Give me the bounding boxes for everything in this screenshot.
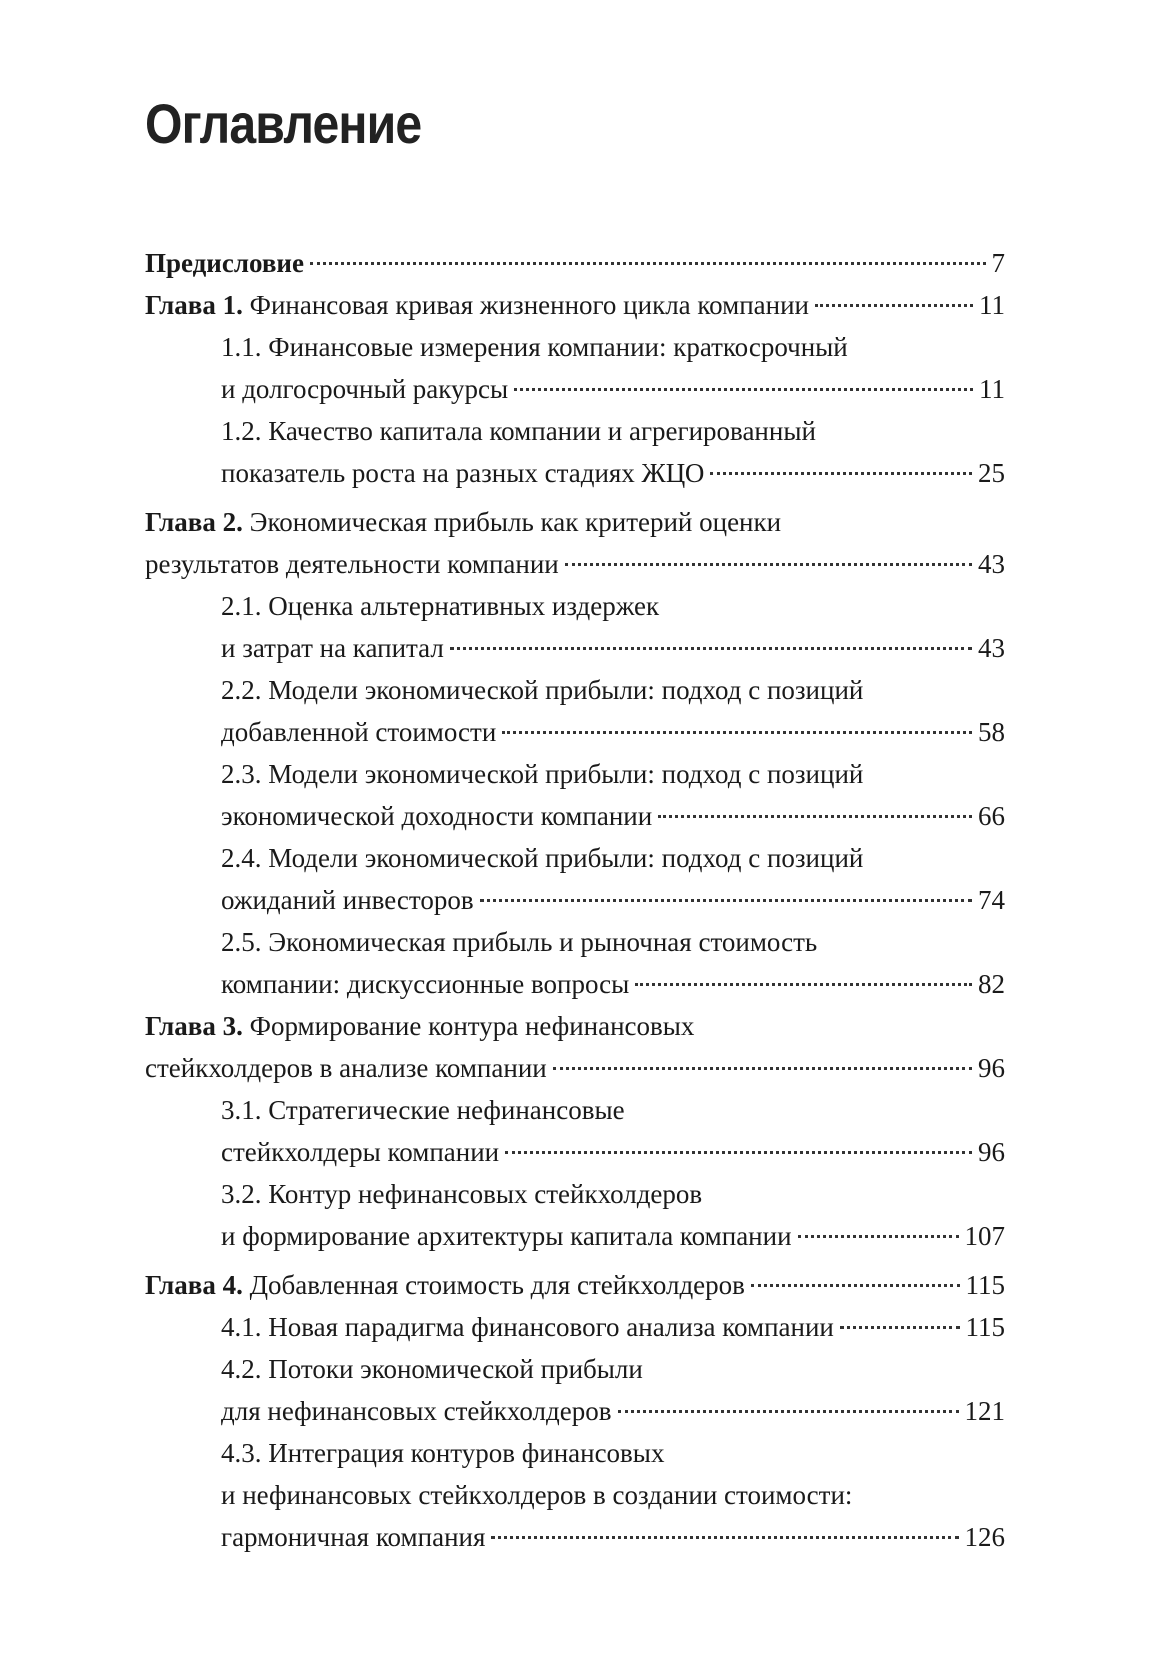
toc-entry-section-2-4[interactable] (145, 837, 1005, 921)
chapter-label: Глава 4. (145, 1270, 243, 1300)
entry-title-line: 2.2. Модели экономической прибыли: подход с позиций (221, 675, 864, 705)
page-number: 96 (978, 1137, 1005, 1167)
toc-entry-section-2-5[interactable] (145, 921, 1005, 1005)
entry-title: Предисловие (145, 248, 304, 278)
dot-leader (553, 1067, 972, 1070)
dot-leader (491, 1536, 958, 1539)
entry-title-line: 1.1. Финансовые измерения компании: краткосрочный (221, 332, 848, 362)
entry-title: 4.1. Новая парадигма финансового анализа компании (221, 1312, 834, 1342)
dot-leader (505, 1151, 972, 1154)
toc-entry-chapter-4[interactable] (145, 1264, 1005, 1306)
entry-title: Финансовая кривая жизненного цикла компании (249, 290, 810, 320)
dot-leader (310, 262, 986, 265)
entry-title-line: 2.5. Экономическая прибыль и рыночная стоимость (221, 927, 818, 957)
dot-leader (618, 1410, 959, 1413)
chapter-label: Глава 3. (145, 1011, 243, 1041)
toc-entry-section-4-2[interactable] (145, 1348, 1005, 1432)
entry-title-line: и затрат на капитал (221, 633, 444, 663)
dot-leader (751, 1284, 960, 1287)
toc-entry-section-3-1[interactable] (145, 1089, 1005, 1173)
dot-leader (658, 815, 972, 818)
toc-entry-preface[interactable] (145, 242, 1005, 284)
page-number: 11 (979, 290, 1005, 320)
dot-leader (710, 472, 972, 475)
entry-title-line: 2.3. Модели экономической прибыли: подход с позиций (221, 759, 864, 789)
toc-entry-section-2-3[interactable] (145, 753, 1005, 837)
entry-title-line: 3.2. Контур нефинансовых стейкхолдеров (221, 1179, 703, 1209)
page-number: 43 (978, 633, 1005, 663)
entry-title-line: и нефинансовых стейкхолдеров в создании стоимости: (221, 1480, 853, 1510)
page-number: 43 (978, 549, 1005, 579)
entry-title-line: 3.1. Стратегические нефинансовые (221, 1095, 625, 1125)
page-number: 121 (964, 1396, 1005, 1426)
entry-title-line: 2.1. Оценка альтернативных издержек (221, 591, 660, 621)
page-number: 96 (978, 1053, 1005, 1083)
entry-title-line: добавленной стоимости (221, 717, 497, 747)
entry-title-line: Экономическая прибыль как критерий оценки (249, 507, 782, 537)
entry-title-line: стейкхолдеры компании (221, 1137, 500, 1167)
toc-entry-section-2-1[interactable] (145, 585, 1005, 669)
toc-entry-chapter-3[interactable] (145, 1005, 1005, 1089)
toc-entry-chapter-2[interactable] (145, 501, 1005, 585)
entry-title-line: экономической доходности компании (221, 801, 653, 831)
entry-title-line: ожиданий инвесторов (221, 885, 474, 915)
page-number: 115 (965, 1270, 1005, 1300)
dot-leader (565, 563, 972, 566)
toc-entry-section-3-2[interactable] (145, 1173, 1005, 1257)
dot-leader (635, 983, 972, 986)
dot-leader (815, 304, 973, 307)
page-number: 58 (978, 717, 1005, 747)
entry-title-line: и долгосрочный ракурсы (221, 374, 509, 404)
page-title: Оглавление (145, 92, 422, 155)
entry-title-line: Формирование контура нефинансовых (249, 1011, 695, 1041)
chapter-label: Глава 2. (145, 507, 243, 537)
toc-entry-chapter-1[interactable] (145, 284, 1005, 326)
entry-title-line: 4.3. Интеграция контуров финансовых (221, 1438, 665, 1468)
dot-leader (450, 647, 972, 650)
page-number: 74 (978, 885, 1005, 915)
dot-leader (840, 1326, 960, 1329)
entry-title-line: 2.4. Модели экономической прибыли: подход с позиций (221, 843, 864, 873)
page-number: 11 (979, 374, 1005, 404)
page-number: 107 (964, 1221, 1005, 1251)
entry-title-line: 4.2. Потоки экономической прибыли (221, 1354, 643, 1384)
toc-entry-section-2-2[interactable] (145, 669, 1005, 753)
entry-title-line: стейкхолдеров в анализе компании (145, 1053, 547, 1083)
page-number: 25 (978, 458, 1005, 488)
entry-title: Добавленная стоимость для стейкхолдеров (249, 1270, 745, 1300)
entry-title-line: гармоничная компания (221, 1522, 486, 1552)
page-number: 7 (991, 248, 1005, 278)
dot-leader (798, 1235, 959, 1238)
entry-title-line: результатов деятельности компании (145, 549, 559, 579)
page-number: 126 (964, 1522, 1005, 1552)
page-number: 115 (965, 1312, 1005, 1342)
entry-title-line: компании: дискуссионные вопросы (221, 969, 630, 999)
entry-title-line: 1.2. Качество капитала компании и агрегированный (221, 416, 816, 446)
dot-leader (502, 731, 972, 734)
table-of-contents (145, 242, 1005, 1558)
dot-leader (480, 899, 972, 902)
entry-title-line: показатель роста на разных стадиях ЖЦО (221, 458, 705, 488)
dot-leader (514, 388, 973, 391)
entry-title-line: для нефинансовых стейкхолдеров (221, 1396, 612, 1426)
entry-title-line: и формирование архитектуры капитала компании (221, 1221, 792, 1251)
page-number: 66 (978, 801, 1005, 831)
toc-entry-section-4-3[interactable] (145, 1432, 1005, 1558)
toc-entry-section-1-2[interactable] (145, 410, 1005, 494)
page-number: 82 (978, 969, 1005, 999)
chapter-label: Глава 1. (145, 290, 243, 320)
toc-entry-section-4-1[interactable] (145, 1306, 1005, 1348)
toc-entry-section-1-1[interactable] (145, 326, 1005, 410)
